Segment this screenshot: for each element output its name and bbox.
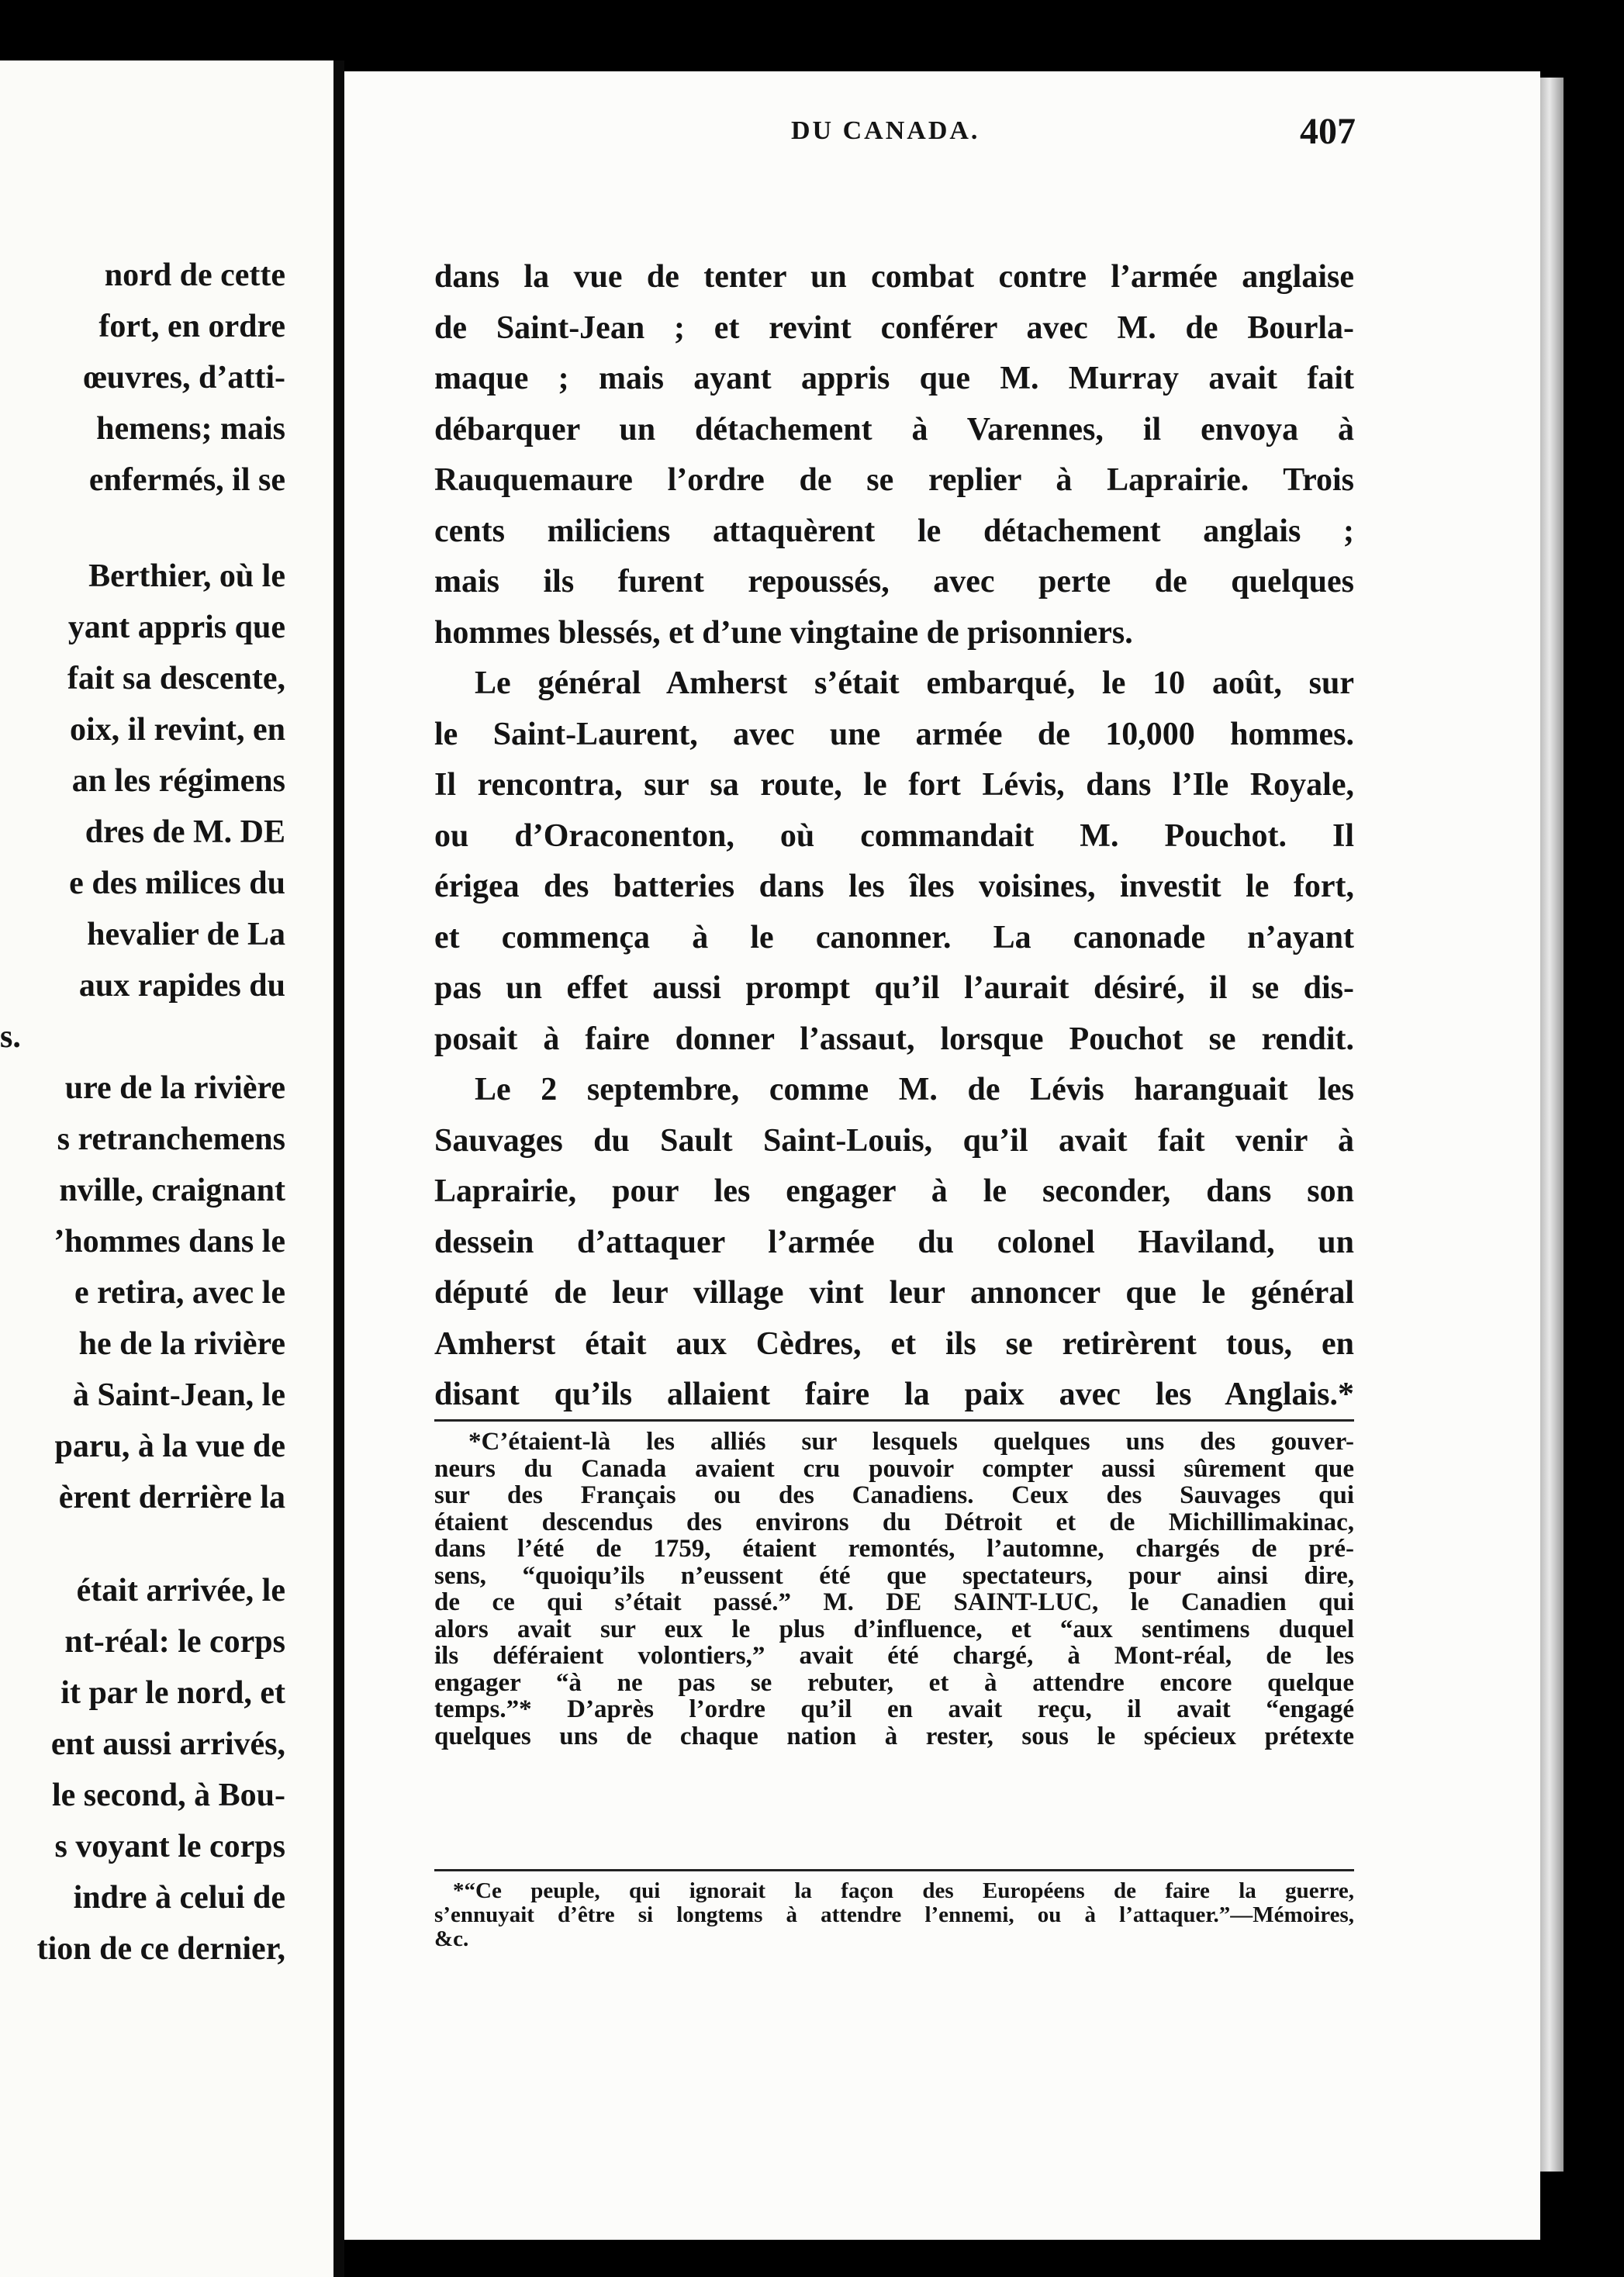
body-line: le Saint-Laurent, avec une armée de 10,000 hommes. [434, 716, 1354, 752]
left-page-line: s retranchemens [57, 1121, 285, 1157]
body-line: débarquer un détachement à Varennes, il envoya à [434, 411, 1354, 447]
body-line: de Saint-Jean ; et revint conférer avec M. de Bourla- [434, 309, 1354, 346]
body-line: dessein d’attaquer l’armée du colonel Haviland, un [434, 1224, 1354, 1260]
left-page-line: enfermés, il se [88, 462, 285, 498]
left-page-line: hemens; mais [96, 411, 285, 447]
left-page-line: an les régimens [71, 763, 285, 799]
subnote-line: s’ennuyait d’être si longtems à attendre l’ennemi, ou à l’attaquer.”—Mémoires, [434, 1902, 1354, 1927]
body-line: mais ils furent repoussés, avec perte de quelques [434, 564, 1354, 599]
body-line: et commença à le canonner. La canonade n’ayant [434, 919, 1354, 955]
body-line: érigea des batteries dans les îles voisines, investit le fort, [434, 869, 1354, 904]
body-line: Amherst était aux Cèdres, et ils se retirèrent tous, en [434, 1325, 1354, 1362]
body-line: dans la vue de tenter un combat contre l’armée anglaise [434, 259, 1354, 295]
left-page-line: hevalier de La [87, 917, 285, 952]
left-page-line: ’hommes dans le [54, 1224, 285, 1259]
footnote-line: de ce qui s’était passé.” M. DE SAINT-LUC, le Canadien qui [434, 1588, 1354, 1616]
body-line: Il rencontra, sur sa route, le fort Lévis, dans l’Ile Royale, [434, 767, 1354, 803]
left-page-line: s. [0, 1019, 21, 1055]
left-page-line: indre à celui de [73, 1880, 285, 1916]
left-page-line: nville, craignant [59, 1173, 285, 1208]
body-line: Rauquemaure l’ordre de se replier à Laprairie. Trois [434, 462, 1354, 498]
body-line: Laprairie, pour les engager à le seconder, dans son [434, 1173, 1354, 1209]
body-line: cents miliciens attaquèrent le détachement anglais ; [434, 513, 1354, 549]
left-page-line: it par le nord, et [60, 1675, 285, 1711]
body-line: député de leur village vint leur annoncer que le général [434, 1275, 1354, 1311]
left-page-line: à Saint-Jean, le [72, 1377, 285, 1413]
left-page-line: nt-réal: le corps [64, 1624, 285, 1660]
subnote-line: &c. [434, 1926, 469, 1951]
footnote-line: sens, “quoiqu’ils n’eussent été que spectateurs, pour ainsi dire, [434, 1561, 1354, 1590]
body-line: disant qu’ils allaient faire la paix avec les Anglais.* [434, 1377, 1354, 1412]
book-gutter [333, 60, 344, 2277]
footnote-line: engager “à ne pas se rebuter, et à attendre encore quelque [434, 1668, 1354, 1697]
body-line: pas un effet aussi prompt qu’il l’aurait désiré, il se dis- [434, 970, 1354, 1006]
body-line: posait à faire donner l’assaut, lorsque Pouchot se rendit. [434, 1021, 1354, 1057]
left-page-line: dres de M. DE [85, 814, 285, 850]
left-page-line: œuvres, d’atti- [83, 360, 285, 396]
left-page-line: oix, il revint, en [69, 712, 285, 748]
footnote-line: sur des Français ou des Canadiens. Ceux des Sauvages qui [434, 1481, 1354, 1509]
left-page-line: he de la rivière [78, 1326, 285, 1362]
footnote [434, 1429, 1354, 1750]
subnote-line: *“Ce peuple, qui ignorait la façon des Européens de faire la guerre, [453, 1878, 1354, 1903]
left-page-line: tion de ce dernier, [36, 1931, 285, 1967]
left-page [0, 60, 333, 2277]
left-page-line: s voyant le corps [54, 1829, 285, 1864]
left-page-line: èrent derrière la [58, 1480, 285, 1515]
left-page-line: ent aussi arrivés, [50, 1726, 285, 1762]
body-line: maque ; mais ayant appris que M. Murray avait fait [434, 361, 1354, 396]
running-head: DU CANADA. [791, 116, 980, 145]
left-page-line: nord de cette [104, 257, 285, 293]
body-line: ou d’Oraconenton, où commandait M. Pouchot. Il [434, 817, 1354, 854]
body-line: Sauvages du Sault Saint-Louis, qu’il avait fait venir à [434, 1122, 1354, 1159]
left-page-line: le second, à Bou- [51, 1778, 285, 1813]
footnote-line: étaient descendus des environs du Détroit et de Michillimakinac, [434, 1508, 1354, 1536]
footnote-line: ils déféraient volontiers,” avait été chargé, à Mont-réal, de les [434, 1642, 1354, 1670]
footnote-line: temps.”* D’après l’ordre qu’il en avait reçu, il avait “engagé [434, 1695, 1354, 1723]
subnote [434, 1879, 1354, 1951]
page-number: 407 [1300, 111, 1356, 152]
footnote-line: alors avait sur eux le plus d’influence, et “aux sentimens duquel [434, 1615, 1354, 1643]
footnote-line: neurs du Canada avaient cru pouvoir compter aussi sûrement que [434, 1454, 1354, 1483]
left-page-line: yant appris que [67, 610, 285, 645]
left-page-line: Berthier, où le [88, 558, 285, 594]
subnote-rule [434, 1869, 1354, 1871]
left-page-line: aux rapides du [78, 968, 285, 1004]
body-line: hommes blessés, et d’une vingtaine de prisonniers. [434, 614, 1133, 651]
footnote-line: quelques uns de chaque nation à rester, sous le spécieux prétexte [434, 1722, 1354, 1750]
body-line: Le général Amherst s’était embarqué, le 10 août, sur [475, 665, 1354, 701]
footnote-line: dans l’été de 1759, étaient remontés, l’automne, chargés de pré- [434, 1535, 1354, 1563]
left-page-line: ure de la rivière [64, 1070, 285, 1106]
page-edge [1540, 78, 1564, 2172]
footnote-rule [434, 1419, 1354, 1422]
footnote-line: *C’étaient-là les alliés sur lesquels quelques uns des gouver- [468, 1428, 1354, 1456]
left-page-line: paru, à la vue de [54, 1429, 285, 1464]
left-page-line: fait sa descente, [67, 661, 285, 696]
left-page-line: e des milices du [69, 866, 285, 901]
body-text [434, 252, 1354, 1421]
left-page-line: fort, en ordre [98, 309, 285, 344]
body-line: Le 2 septembre, comme M. de Lévis haranguait les [475, 1072, 1354, 1107]
left-page-line: était arrivée, le [76, 1573, 285, 1608]
left-page-line: e retira, avec le [74, 1275, 285, 1311]
